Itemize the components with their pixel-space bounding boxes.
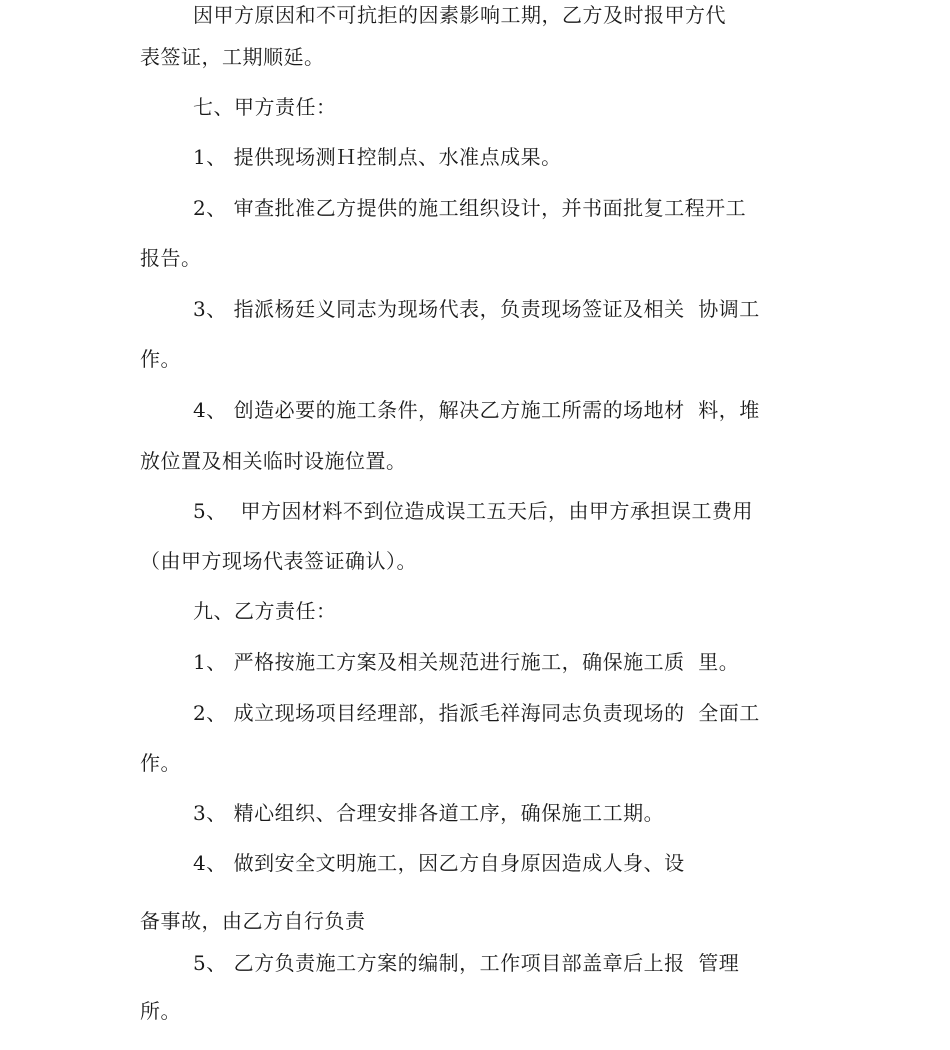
list-item-continuation: （由甲方现场代表签证确认）。 (140, 549, 417, 573)
section-heading-party-a: 七、甲方责任： (193, 95, 337, 119)
paragraph-line: 因甲方原因和不可抗拒的因素影响工期，乙方及时报甲方代 (193, 3, 726, 27)
list-item: 5、 乙方负责施工方案的编制，工作项目部盖章后上报 管理 (193, 951, 740, 975)
list-item: 3、 精心组织、合理安排各道工序，确保施工工期。 (193, 801, 665, 825)
list-item: 2、 审查批准乙方提供的施工组织设计，并书面批复工程开工 (193, 196, 747, 220)
list-item-continuation: 备事故，由乙方自行负责 (140, 909, 366, 933)
paragraph-line: 表签证，工期顺延。 (140, 45, 325, 69)
section-heading-party-b: 九、乙方责任： (193, 599, 337, 623)
list-item: 1、 严格按施工方案及相关规范进行施工，确保施工质 里。 (193, 650, 740, 674)
list-item-continuation: 报告。 (140, 246, 202, 270)
list-item: 3、 指派杨廷义同志为现场代表，负责现场签证及相关 协调工 (193, 297, 760, 321)
list-item: 5、 甲方因材料不到位造成误工五天后，由甲方承担误工费用 (193, 499, 753, 523)
list-item: 4、 创造必要的施工条件，解决乙方施工所需的场地材 料，堆 (193, 398, 760, 422)
list-item-continuation: 所。 (140, 999, 181, 1023)
list-item: 2、 成立现场项目经理部，指派毛祥海同志负责现场的 全面工 (193, 701, 760, 725)
list-item-continuation: 作。 (140, 751, 181, 775)
list-item: 4、 做到安全文明施工，因乙方自身原因造成人身、设 (193, 851, 685, 875)
list-item: 1、 提供现场测Ｈ控制点、水准点成果。 (193, 145, 562, 169)
list-item-continuation: 作。 (140, 347, 181, 371)
list-item-continuation: 放位置及相关临时设施位置。 (140, 449, 407, 473)
